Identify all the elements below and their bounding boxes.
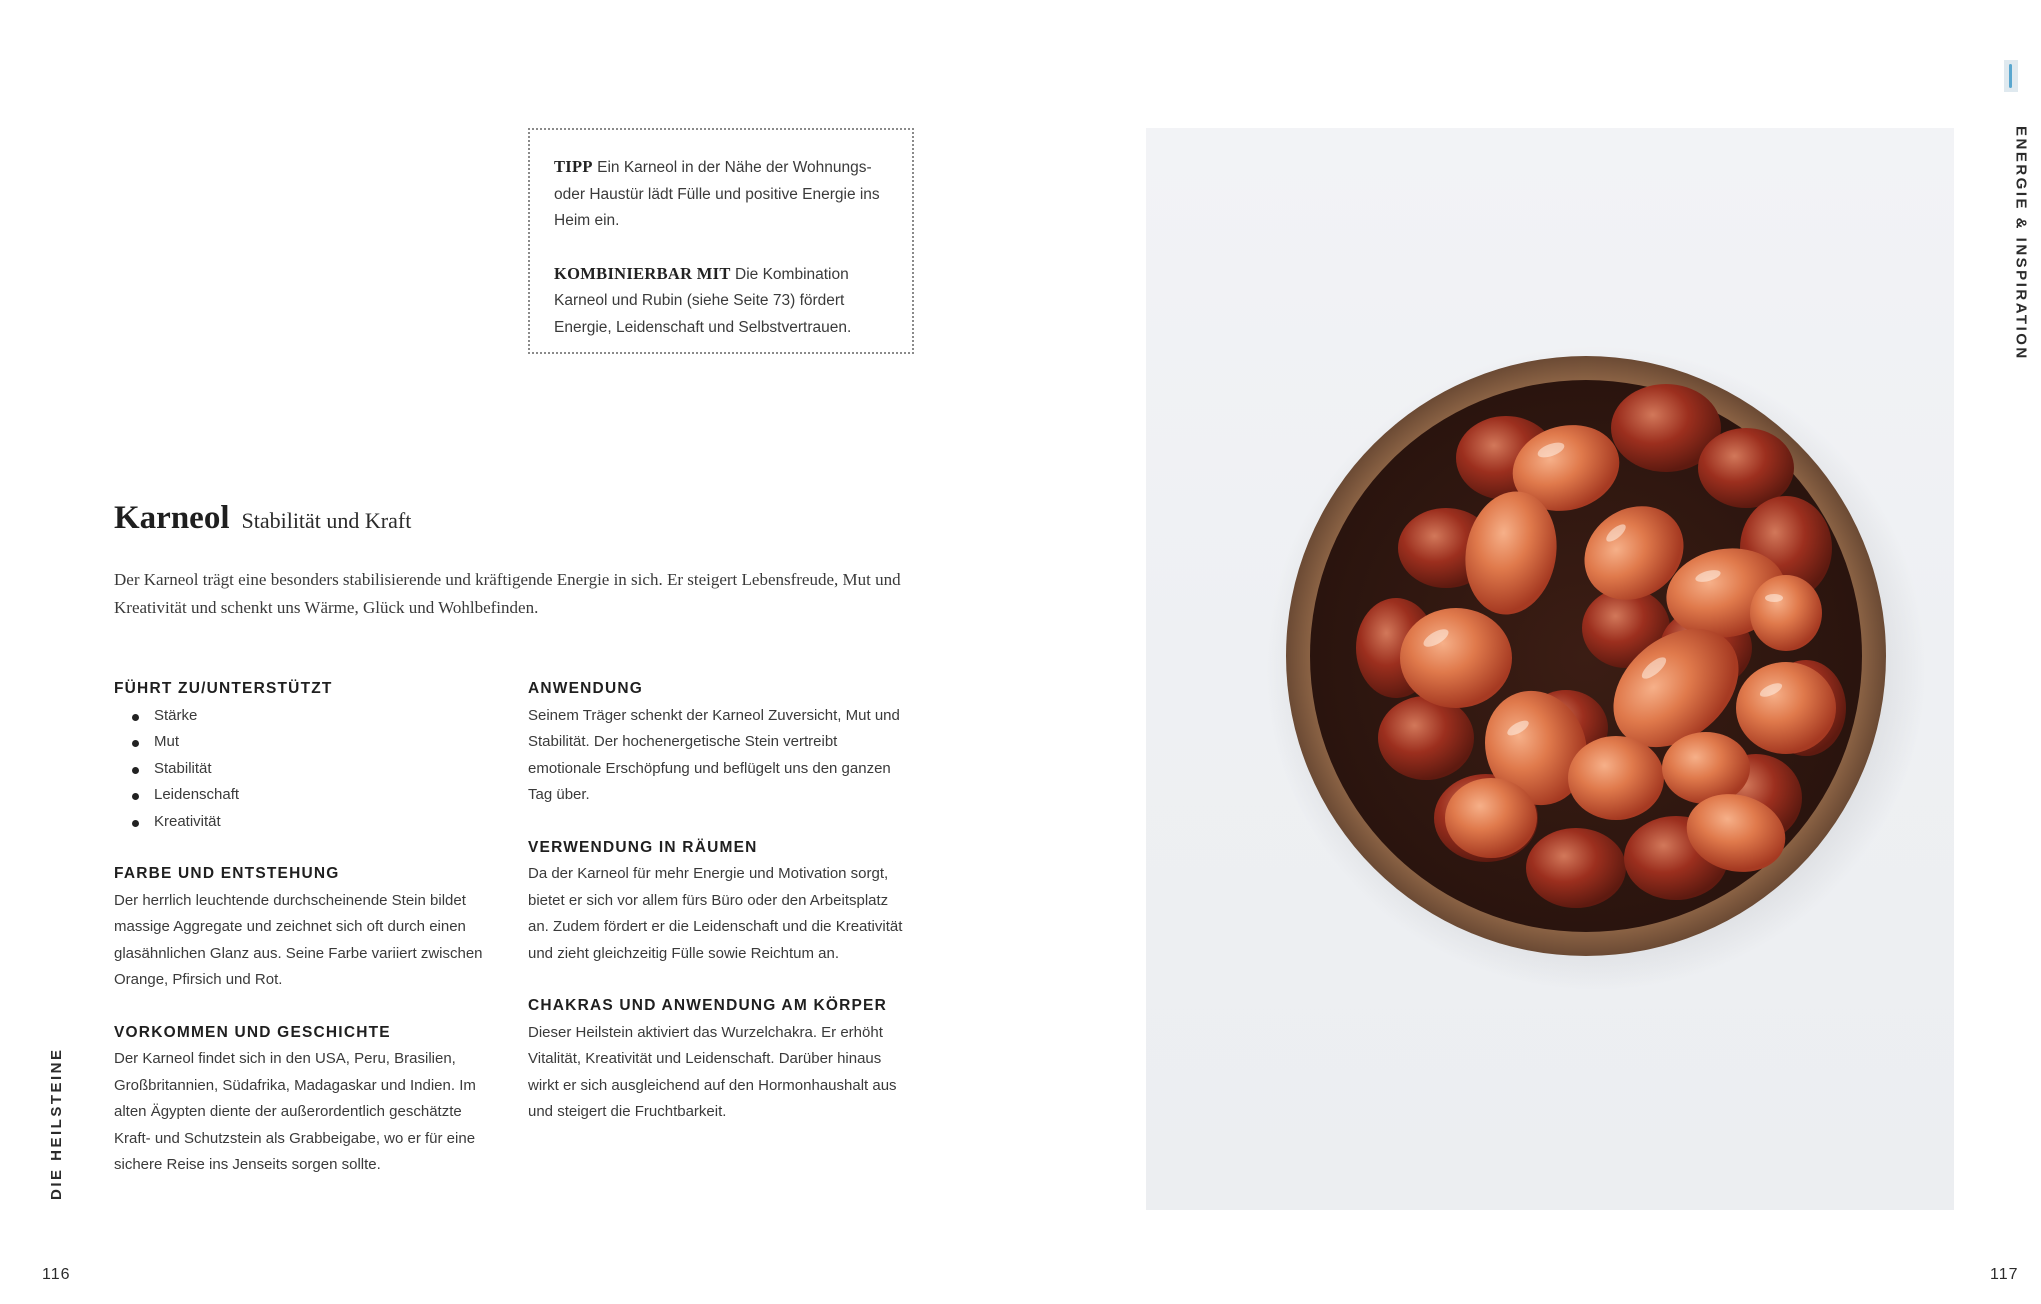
chapter-tab-marker: [2004, 60, 2018, 92]
chapter-label: [2006, 126, 2036, 366]
tip-box: [528, 128, 914, 354]
supports-section: [114, 676, 494, 835]
chakras-section: [528, 993, 908, 1126]
supports-heading: FÜHRT ZU/UNTERSTÜTZT: [114, 680, 333, 697]
supports-list: [114, 703, 494, 836]
list-item: Leidenschaft: [114, 782, 494, 809]
use-section: [528, 676, 908, 809]
chapter-label-text: ENERGIE & INSPIRATION: [2012, 126, 2030, 361]
tip-lead: TIPP: [554, 157, 593, 176]
section-label-text: DIE HEILSTEINE: [48, 1047, 65, 1200]
origin-text: Der Karneol findet sich in den USA, Peru, Brasilien, Großbritannien, Südafrika, Madagaskar und Indien. Im alten Ägypten diente der außerordentlich geschätzte Kraft- und Schutzstein als Grabbeigabe, wo er für eine sichere Reise ins Jenseits sorgen sollte.: [114, 1050, 476, 1173]
rooms-section: [528, 835, 908, 968]
origin-section: [114, 1020, 494, 1179]
rooms-heading: VERWENDUNG IN RÄUMEN: [528, 838, 758, 856]
color-section: [114, 861, 494, 994]
stone-title: [114, 500, 411, 537]
stone-intro: Der Karneol trägt eine besonders stabilisierende und kräftigende Energie in sich. Er steigert Lebensfreude, Mut und Kreativität und schenkt uns Wärme, Glück und Wohlbefinden.: [114, 570, 901, 617]
color-text: Der herrlich leuchtende durchscheinende Stein bildet massige Aggregate und zeichnet sich oft durch einen glasähnlichen Glanz aus. Seine Farbe variiert zwischen Orange, Pfirsich und Rot.: [114, 891, 483, 988]
list-item: Kreativität: [114, 809, 494, 836]
stone-subtitle: Stabilität und Kraft: [241, 508, 412, 533]
origin-heading: VORKOMMEN UND GESCHICHTE: [114, 1023, 391, 1041]
carnelian-bowl-photo: [1146, 128, 1954, 1210]
page-number-left: 116: [42, 1266, 71, 1283]
list-item: Stärke: [114, 703, 494, 730]
page-number-right: 117: [1990, 1266, 2019, 1283]
bowl-illustration: [1146, 128, 1954, 1210]
tip-text: Ein Karneol in der Nähe der Wohnungs- oder Haustür lädt Fülle und positive Energie ins Heim ein.: [554, 159, 880, 229]
right-column: [528, 676, 908, 1152]
chakras-heading: CHAKRAS UND ANWENDUNG AM KÖRPER: [528, 997, 887, 1014]
combination-paragraph: [554, 261, 890, 342]
section-label: [42, 1047, 72, 1200]
use-text: Seinem Träger schenkt der Karneol Zuversicht, Mut und Stabilität. Der hochenergetische Stein vertreibt emotionale Erschöpfung und beflügelt uns den ganzen Tag über.: [528, 706, 900, 803]
stone-name: Karneol: [114, 500, 230, 536]
tip-paragraph: [554, 154, 890, 235]
list-item: Stabilität: [114, 756, 494, 783]
chakras-text: Dieser Heilstein aktiviert das Wurzelchakra. Er erhöht Vitalität, Kreativität und Leidenschaft. Darüber hinaus wirkt er sich ausgleichend auf den Hormonhaushalt aus und steigert die Fruchtbarkeit.: [528, 1023, 897, 1120]
combination-text: Die Kombination Karneol und Rubin (siehe Seite 73) fördert Energie, Leidenschaft und Selbstvertrauen.: [554, 265, 852, 336]
combination-lead: KOMBINIERBAR MIT: [554, 263, 731, 283]
use-heading: ANWENDUNG: [528, 680, 643, 697]
rooms-text: Da der Karneol für mehr Energie und Motivation sorgt, bietet er sich vor allem fürs Büro oder den Arbeitsplatz an. Zudem fördert er die Leidenschaft und die Kreativität und zieht gleichzeitig Fülle sowie Reichtum an.: [528, 865, 903, 962]
list-item: Mut: [114, 729, 494, 756]
color-heading: FARBE UND ENTSTEHUNG: [114, 865, 340, 882]
left-column: [114, 676, 494, 1205]
